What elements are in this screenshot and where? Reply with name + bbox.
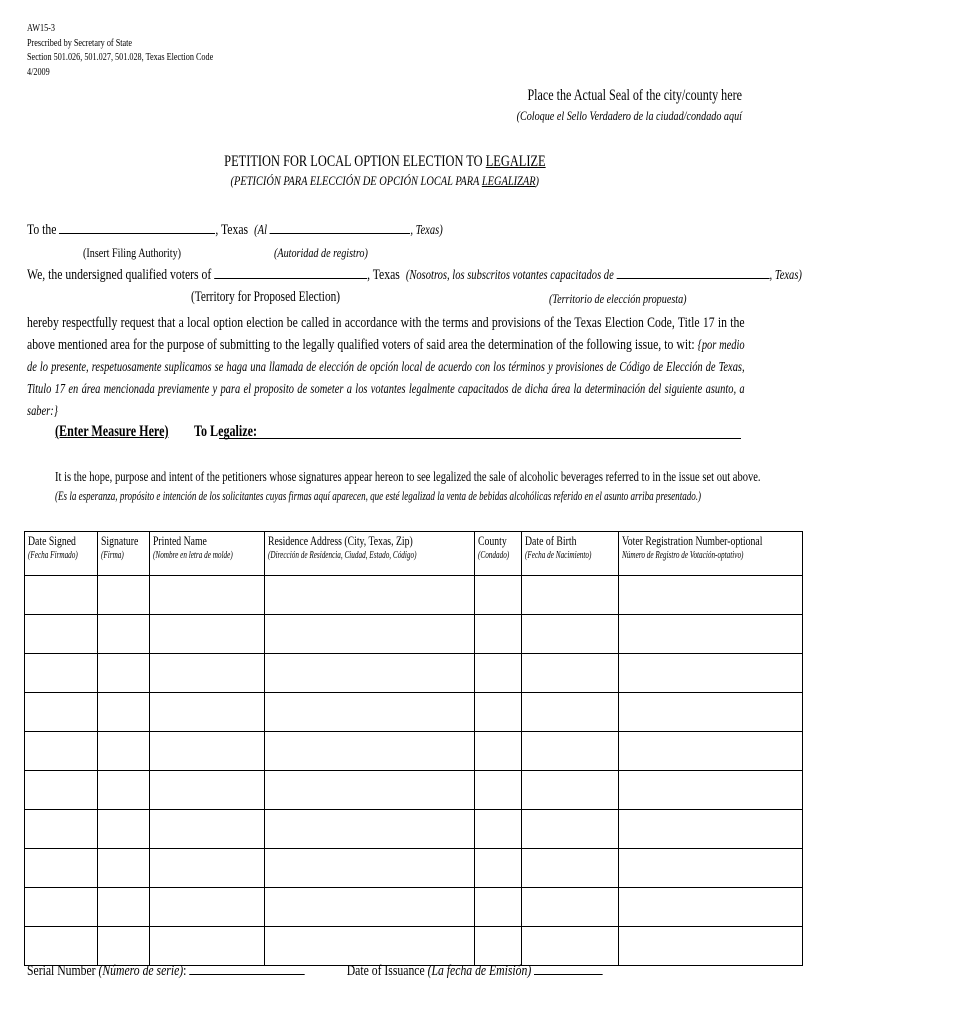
table-cell[interactable] bbox=[475, 810, 522, 849]
serial-number-label: Serial Number bbox=[27, 963, 96, 979]
column-header-content bbox=[265, 532, 474, 561]
table-cell[interactable] bbox=[25, 654, 98, 693]
seal-instruction: Place the Actual Seal of the city/county here bbox=[527, 87, 742, 104]
table-cell[interactable] bbox=[618, 771, 802, 810]
table-cell[interactable] bbox=[475, 732, 522, 771]
issuance-date-label-es: (La fecha de Emisión) bbox=[427, 963, 532, 979]
table-cell[interactable] bbox=[475, 654, 522, 693]
table-cell[interactable] bbox=[25, 810, 98, 849]
prescribed-by: Prescribed by Secretary of State bbox=[27, 37, 133, 49]
enter-measure-label: (Enter Measure Here) bbox=[55, 423, 169, 440]
to-legalize-label: To Legalize: bbox=[194, 423, 258, 440]
table-cell[interactable] bbox=[475, 888, 522, 927]
table-cell[interactable] bbox=[618, 810, 802, 849]
table-cell[interactable] bbox=[150, 771, 265, 810]
table-cell[interactable] bbox=[25, 732, 98, 771]
table-cell[interactable] bbox=[475, 927, 522, 966]
table-row bbox=[25, 654, 803, 693]
table-row bbox=[25, 927, 803, 966]
table-cell[interactable] bbox=[618, 576, 802, 615]
column-header-content bbox=[522, 532, 617, 561]
petition-title bbox=[0, 153, 770, 190]
table-cell[interactable] bbox=[618, 849, 802, 888]
column-header-content bbox=[475, 532, 521, 561]
table-cell[interactable] bbox=[522, 810, 618, 849]
table-cell[interactable] bbox=[150, 693, 265, 732]
table-cell[interactable] bbox=[264, 576, 474, 615]
table-cell[interactable] bbox=[618, 693, 802, 732]
table-cell[interactable] bbox=[98, 732, 150, 771]
column-header-label: Voter Registration Number-optional bbox=[621, 534, 763, 548]
column-header bbox=[618, 532, 802, 576]
filing-authority-field[interactable] bbox=[59, 221, 215, 234]
table-cell[interactable] bbox=[98, 576, 150, 615]
table-cell[interactable] bbox=[522, 615, 618, 654]
table-cell[interactable] bbox=[25, 771, 98, 810]
petition-request-text: hereby respectfully request that a local option election be called in accordance with the terms and provisions of the Texas Election Code, Title 17 in the above mentioned area for the purpose of submitting to the legally qualified voters of said area the determination of the following issue, to wit: {por medio de lo presente, respetuosamente suplicamos se haga una llamada de elección de opción local de acuerdo con los términos y provisiones de Código de Elección de Texas, Titulo 17 en área mencionada previamente y para el proposito de someter a los votantes legalmente capacitados de dicha área la determinación del siguiente asunto, a saber:} bbox=[27, 315, 745, 418]
table-cell[interactable] bbox=[522, 654, 618, 693]
column-header-content bbox=[98, 532, 149, 561]
column-header-label: Date of Birth bbox=[525, 534, 577, 548]
filing-authority-caption: (Insert Filing Authority) bbox=[83, 245, 182, 260]
table-row bbox=[25, 771, 803, 810]
table-cell[interactable] bbox=[618, 615, 802, 654]
form-header-meta bbox=[27, 22, 266, 80]
table-cell[interactable] bbox=[98, 654, 150, 693]
table-cell[interactable] bbox=[150, 849, 265, 888]
table-cell[interactable] bbox=[522, 576, 618, 615]
to-row: To the , Texas (Al , Texas) bbox=[27, 222, 443, 238]
table-cell[interactable] bbox=[618, 654, 802, 693]
table-cell[interactable] bbox=[264, 849, 474, 888]
table-cell[interactable] bbox=[25, 693, 98, 732]
table-cell[interactable] bbox=[475, 693, 522, 732]
filing-authority-field-es[interactable] bbox=[270, 221, 410, 234]
table-cell[interactable] bbox=[475, 576, 522, 615]
table-cell[interactable] bbox=[25, 615, 98, 654]
table-cell[interactable] bbox=[264, 615, 474, 654]
table-row bbox=[25, 576, 803, 615]
table-row bbox=[25, 810, 803, 849]
column-header-label-es: (Condado) bbox=[478, 550, 510, 561]
column-header-label-es: Número de Registro de Votación-optativo) bbox=[621, 550, 744, 561]
table-cell[interactable] bbox=[264, 693, 474, 732]
table-cell[interactable] bbox=[618, 927, 802, 966]
column-header-content bbox=[619, 532, 802, 561]
issuance-date-label: Date of Issuance bbox=[346, 963, 425, 979]
table-body bbox=[25, 576, 803, 966]
table-cell[interactable] bbox=[98, 888, 150, 927]
column-header bbox=[522, 532, 618, 576]
table-cell[interactable] bbox=[25, 927, 98, 966]
filing-authority-caption-es: (Autoridad de registro) bbox=[274, 245, 368, 260]
table-cell[interactable] bbox=[98, 771, 150, 810]
voters-row: We, the undersigned qualified voters of , Texas (Nosotros, los subscritos votantes capacitados de , Texas) bbox=[27, 267, 802, 283]
table-cell[interactable] bbox=[150, 576, 265, 615]
seal-instruction-es: (Coloque el Sello Verdadero de la ciudad/condado aquí bbox=[516, 108, 742, 123]
table-row bbox=[25, 615, 803, 654]
table-cell[interactable] bbox=[522, 927, 618, 966]
table-cell[interactable] bbox=[264, 927, 474, 966]
table-row bbox=[25, 693, 803, 732]
table-cell[interactable] bbox=[618, 888, 802, 927]
table-cell[interactable] bbox=[264, 732, 474, 771]
column-header-label: Date Signed bbox=[28, 534, 76, 548]
hope-statement: It is the hope, purpose and intent of the petitioners whose signatures appear hereon to see legalized the sale of alcoholic beverages referred to in the issue set out above. bbox=[55, 469, 761, 484]
table-cell[interactable] bbox=[522, 888, 618, 927]
table-cell[interactable] bbox=[25, 888, 98, 927]
column-header-label-es: (Fecha de Nacimiento) bbox=[525, 550, 592, 561]
table-cell[interactable] bbox=[150, 654, 265, 693]
form-date: 4/2009 bbox=[27, 66, 50, 78]
column-header-label: County bbox=[478, 534, 507, 548]
measure-field[interactable] bbox=[219, 426, 741, 439]
territory-caption-es: (Territorio de elección propuesta) bbox=[549, 291, 687, 306]
table-cell[interactable] bbox=[618, 732, 802, 771]
table-cell[interactable] bbox=[25, 576, 98, 615]
code-section: Section 501.026, 501.027, 501.028, Texas Election Code bbox=[27, 52, 214, 63]
seal-placement bbox=[453, 87, 742, 124]
column-header-label-es: (Firma) bbox=[101, 550, 124, 561]
column-header bbox=[25, 532, 98, 576]
title-en: PETITION FOR LOCAL OPTION ELECTION TO LEGALIZE bbox=[224, 153, 546, 170]
table-cell[interactable] bbox=[150, 615, 265, 654]
table-cell[interactable] bbox=[264, 810, 474, 849]
table-cell[interactable] bbox=[264, 654, 474, 693]
column-header-content bbox=[150, 532, 264, 561]
table-row bbox=[25, 888, 803, 927]
table-cell[interactable] bbox=[25, 849, 98, 888]
column-header bbox=[264, 532, 474, 576]
footer: Serial Number (Número de serie): Date of Issuance (La fecha de Emisión) bbox=[27, 962, 603, 980]
table-cell[interactable] bbox=[522, 693, 618, 732]
table-cell[interactable] bbox=[475, 615, 522, 654]
table-cell[interactable] bbox=[98, 849, 150, 888]
column-header bbox=[98, 532, 150, 576]
serial-number-field[interactable] bbox=[189, 962, 304, 975]
table-cell[interactable] bbox=[150, 810, 265, 849]
column-header-label-es: (Nombre en letra de molde) bbox=[153, 550, 233, 561]
table-cell[interactable] bbox=[475, 849, 522, 888]
territory-field-es[interactable] bbox=[617, 266, 770, 279]
territory-caption: (Territory for Proposed Election) bbox=[191, 289, 341, 305]
table-cell[interactable] bbox=[522, 849, 618, 888]
table-cell[interactable] bbox=[264, 888, 474, 927]
table-cell[interactable] bbox=[264, 771, 474, 810]
column-header-label: Residence Address (City, Texas, Zip) bbox=[267, 534, 413, 548]
table-cell[interactable] bbox=[522, 732, 618, 771]
table-cell[interactable] bbox=[150, 927, 265, 966]
table-cell[interactable] bbox=[98, 927, 150, 966]
form-id: AW15-3 bbox=[27, 23, 56, 34]
column-header-label-es: (Fecha Firmado) bbox=[28, 550, 78, 561]
table-cell[interactable] bbox=[98, 615, 150, 654]
serial-number-label-es: (Número de serie) bbox=[98, 963, 184, 979]
table-cell[interactable] bbox=[150, 888, 265, 927]
table-header-row bbox=[25, 532, 803, 576]
issuance-date-field[interactable] bbox=[534, 962, 603, 975]
signature-table bbox=[24, 531, 803, 966]
column-header bbox=[150, 532, 265, 576]
table-cell[interactable] bbox=[150, 732, 265, 771]
title-es: (PETICIÓN PARA ELECCIÓN DE OPCIÓN LOCAL PARA LEGALIZAR) bbox=[230, 173, 540, 188]
table-row bbox=[25, 732, 803, 771]
table-cell[interactable] bbox=[98, 810, 150, 849]
table-cell[interactable] bbox=[522, 771, 618, 810]
table-row bbox=[25, 849, 803, 888]
column-header bbox=[475, 532, 522, 576]
territory-field[interactable] bbox=[214, 266, 367, 279]
table-cell[interactable] bbox=[475, 771, 522, 810]
column-header-content bbox=[25, 532, 97, 561]
table-cell[interactable] bbox=[98, 693, 150, 732]
column-header-label: Printed Name bbox=[153, 534, 207, 548]
column-header-label: Signature bbox=[101, 534, 139, 548]
column-header-label-es: (Dirección de Residencia, Ciudad, Estado, Código) bbox=[267, 550, 417, 561]
hope-statement-es: (Es la esperanza, propósito e intención de los solicitantes cuyas firmas aquí aparecen, que esté legalizad la venta de bebidas alcohólicas referido en el asunto arriba presentado.) bbox=[55, 489, 702, 503]
